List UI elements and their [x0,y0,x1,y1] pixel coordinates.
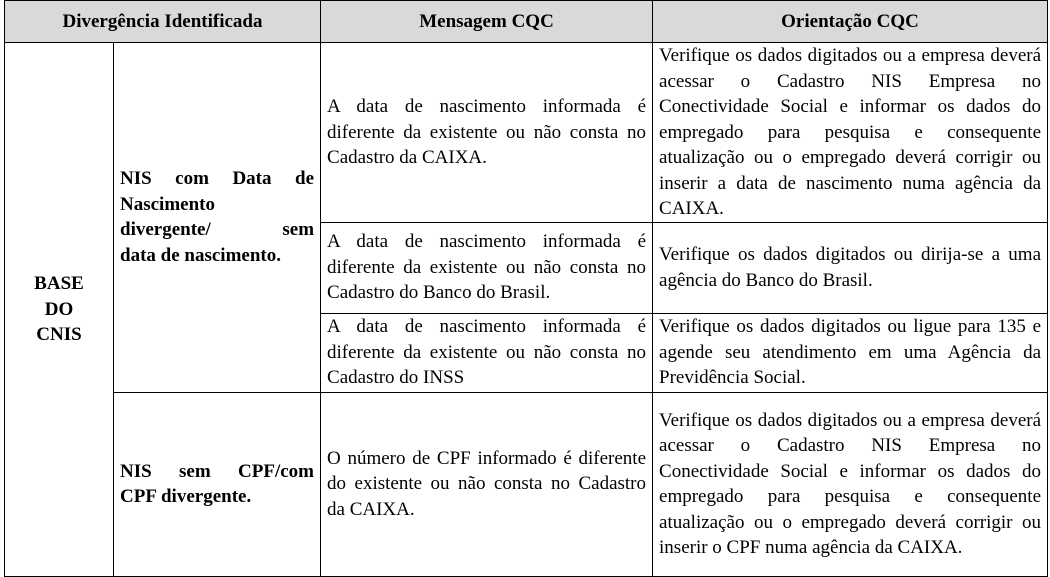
base-cnis-cell [5,43,114,577]
orientation-cell: Verifique os dados digitados ou ligue para 135 e agende seu atendimento em uma Agência da Previdência Social. [653,313,1048,392]
base-line-2: DO [44,298,74,320]
message-cell: A data de nascimento informada é diferente da existente ou não consta no Cadastro do INSS [321,313,653,392]
message-cell: A data de nascimento informada é diferente da existente ou não consta no Cadastro do Banco do Brasil. [321,222,653,313]
message-cell: A data de nascimento informada é diferente da existente ou não consta no Cadastro da CAIXA. [321,43,653,223]
table-row [5,392,1048,576]
divergence-line: divergente/ sem [120,219,315,241]
message-cell: O número de CPF informado é diferente do existente ou não consta no Cadastro da CAIXA. [321,392,653,576]
divergence-line: CPF divergente. [120,486,252,507]
divergence-line: data de nascimento. [120,244,281,266]
table-row [5,43,1048,223]
divergence-cpf [114,392,321,576]
header-orientation: Orientação CQC [653,1,1048,43]
divergence-birthdate [114,43,321,393]
header-row [5,1,1048,43]
cqc-divergence-table [4,0,1048,577]
orientation-cell: Verifique os dados digitados ou a empresa deverá acessar o Cadastro NIS Empresa no Conectividade Social e informar os dados do empregado para pesquisa e consequente atualização ou o empregado deverá corrigir ou inserir a data de nascimento numa agência da CAIXA. [653,43,1048,223]
header-divergence: Divergência Identificada [5,1,321,43]
divergence-line: NIS sem CPF/com [120,460,315,482]
orientation-cell: Verifique os dados digitados ou dirija-se a uma agência do Banco do Brasil. [653,222,1048,313]
base-line-1: BASE [34,273,84,294]
base-line-3: CNIS [36,324,82,345]
divergence-line: NIS com Data de [120,168,315,190]
divergence-line: Nascimento [120,193,215,215]
orientation-cell: Verifique os dados digitados ou a empresa deverá acessar o Cadastro NIS Empresa no Conectividade Social e informar os dados do empregado para pesquisa e consequente atualização ou o empregado deverá corrigir ou inserir o CPF numa agência da CAIXA. [653,392,1048,576]
header-message: Mensagem CQC [321,1,653,43]
